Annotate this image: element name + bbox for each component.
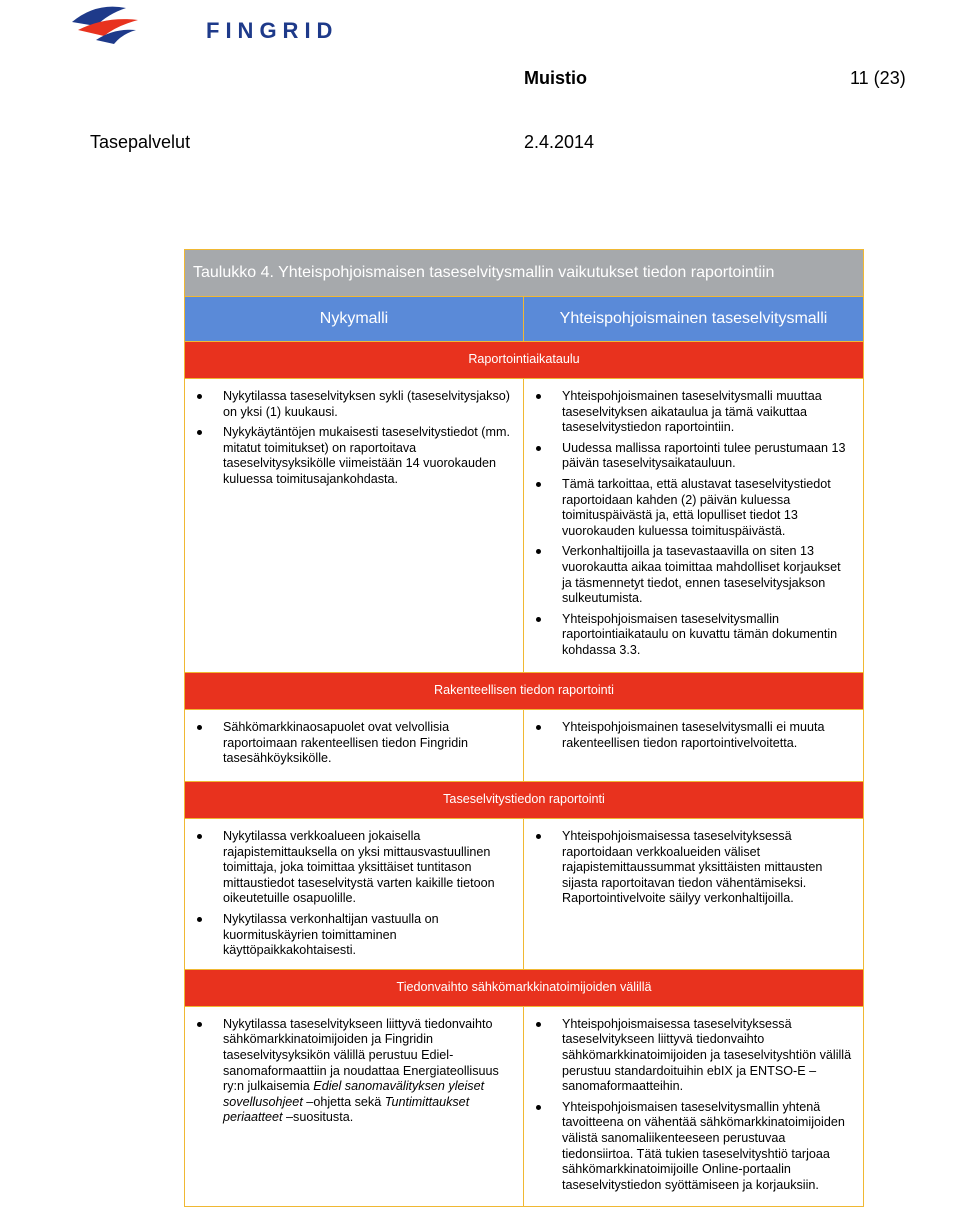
list-item: Uudessa mallissa raportointi tulee perustumaan 13 päivän taseselvitysaikatauluun.	[532, 441, 853, 472]
page-number: 11 (23)	[850, 68, 906, 88]
section-header: Taseselvitystiedon raportointi	[185, 782, 864, 819]
document-date: 2.4.2014	[524, 132, 595, 152]
bullet-icon	[197, 834, 202, 839]
bullet-icon	[536, 1105, 541, 1110]
list-item: Yhteispohjoismaisessa taseselvityksessä taseselvitykseen liittyvä tiedonvaihto sähkömarkkinatoimijoiden ja taseselvityshtiön välillä perustuu standardoituihin ebIX ja ENTSO-E –sanomaformaatteihin.	[532, 1017, 853, 1095]
bullet-icon	[197, 394, 202, 399]
bullet-icon	[536, 394, 541, 399]
section-right-cell	[524, 379, 864, 673]
swan-logo-icon	[66, 0, 146, 52]
section-header: Tiedonvaihto sähkömarkkinatoimijoiden välillä	[185, 969, 864, 1006]
list-item: Tämä tarkoittaa, että alustavat taseselvitystiedot raportoidaan kahden (2) päivän kuluessa toimituspäivästä ja, että lopulliset tiedot 13 vuorokauden kuluessa toimituspäivästä.	[532, 477, 853, 539]
bullet-icon	[197, 430, 202, 435]
recommendation-title: Tuntimittaukset periaatteet	[223, 1094, 470, 1125]
bullet-icon	[197, 917, 202, 922]
section-left-cell	[185, 379, 524, 673]
logo-text: FINGRID	[206, 18, 339, 43]
column-header-nordic: Yhteispohjoismainen taseselvitysmalli	[524, 297, 864, 342]
list-item: Yhteispohjoismaisen taseselvitysmallin raportointiaikataulu on kuvattu tämän dokumentin kohdassa 3.3.	[532, 612, 853, 659]
section-left-cell	[185, 819, 524, 970]
section-header: Rakenteellisen tiedon raportointi	[185, 673, 864, 710]
list-item: Nykytilassa verkonhaltijan vastuulla on kuormituskäyrien toimittaminen käyttöpaikkakohtaisesti.	[193, 912, 513, 959]
section-header: Raportointiaikataulu	[185, 342, 864, 379]
section-right-cell	[524, 1006, 864, 1206]
bullet-icon	[536, 1022, 541, 1027]
list-item: Yhteispohjoismaisessa taseselvityksessä raportoidaan verkkoalueiden väliset rajapistemittaussummat yksittäisten mittausten sijasta raportoitavan tiedon vähentämiseksi. Raportointivelvoite säilyy verkonhaltijoilla.	[532, 829, 853, 907]
section-left-cell	[185, 710, 524, 782]
bullet-icon	[536, 482, 541, 487]
bullet-icon	[536, 549, 541, 554]
list-item: Nykytilassa verkkoalueen jokaisella rajapistemittauksella on yksi mittausvastuullinen toimittaja, joka toimittaa yksittäiset tuntitason mittaustiedot taseselvitystä varten kaikille tietoon oikeutetuille osapuolille.	[193, 829, 513, 907]
list-item: Yhteispohjoismaisen taseselvitysmallin yhtenä tavoitteena on vähentää sähkömarkkinatoimijoiden välistä sanomaliikenteeseen perustuvaa tiedonsiirtoa. Tätä tukien taseselvityshtiö tarjoaa sähkömarkkinatoimijoille Online-portaalin taseselvitystiedon syöttämiseen ja korjauksiin.	[532, 1100, 853, 1194]
section-right-cell	[524, 819, 864, 970]
table-caption: Taulukko 4. Yhteispohjoismaisen taseselvitysmallin vaikutukset tiedon raportointiin	[185, 250, 864, 297]
impact-table	[184, 249, 864, 1207]
list-item: Nykytilassa taseselvityksen sykli (taseselvitysjakso) on yksi (1) kuukausi.	[193, 389, 513, 420]
list-item: Yhteispohjoismainen taseselvitysmalli ei muuta rakenteellisen tiedon raportointivelvoitetta.	[532, 720, 853, 751]
document-title: Muistio	[524, 68, 587, 88]
section-right-cell	[524, 710, 864, 782]
list-item: Verkonhaltijoilla ja tasevastaavilla on siten 13 vuorokautta aikaa toimittaa mahdolliset korjaukset ja täsmennetyt tiedot, ennen taseselvitysjakson sulkeutumista.	[532, 544, 853, 606]
list-item: Nykytilassa taseselvitykseen liittyvä tiedonvaihto sähkömarkkinatoimijoiden ja Fingridin taseselvitysyksikön välillä perustuu Ediel-sanomaformaattiin ja noudattaa Energiateollisuus ry:n julkaisemia Ediel sanomavälityksen yleiset sovellusohjeet –ohjetta sekä Tuntimittaukset periaatteet –suositusta.	[193, 1017, 513, 1126]
list-item: Nykykäytäntöjen mukaisesti taseselvitystiedot (mm. mitatut toimitukset) on raportoitava taseselvitysyksikölle viimeistään 14 vuorokauden kuluessa toimitusajankohdasta.	[193, 425, 513, 487]
bullet-icon	[197, 725, 202, 730]
fingrid-logo	[66, 0, 339, 52]
section-left-cell	[185, 1006, 524, 1206]
bullet-icon	[536, 617, 541, 622]
guideline-title: Ediel sanomavälityksen yleiset sovellusohjeet	[223, 1079, 485, 1109]
list-item: Yhteispohjoismainen taseselvitysmalli muuttaa taseselvityksen aikataulua ja tämä vaikuttaa taseselvitystiedon raportointiin.	[532, 389, 853, 436]
bullet-icon	[197, 1022, 202, 1027]
bullet-icon	[536, 446, 541, 451]
bullet-icon	[536, 834, 541, 839]
list-item: Sähkömarkkinaosapuolet ovat velvollisia raportoimaan rakenteellisen tiedon Fingridin tasesähköyksikölle.	[193, 720, 513, 767]
bullet-icon	[536, 725, 541, 730]
column-header-current: Nykymalli	[185, 297, 524, 342]
department: Tasepalvelut	[90, 132, 191, 152]
